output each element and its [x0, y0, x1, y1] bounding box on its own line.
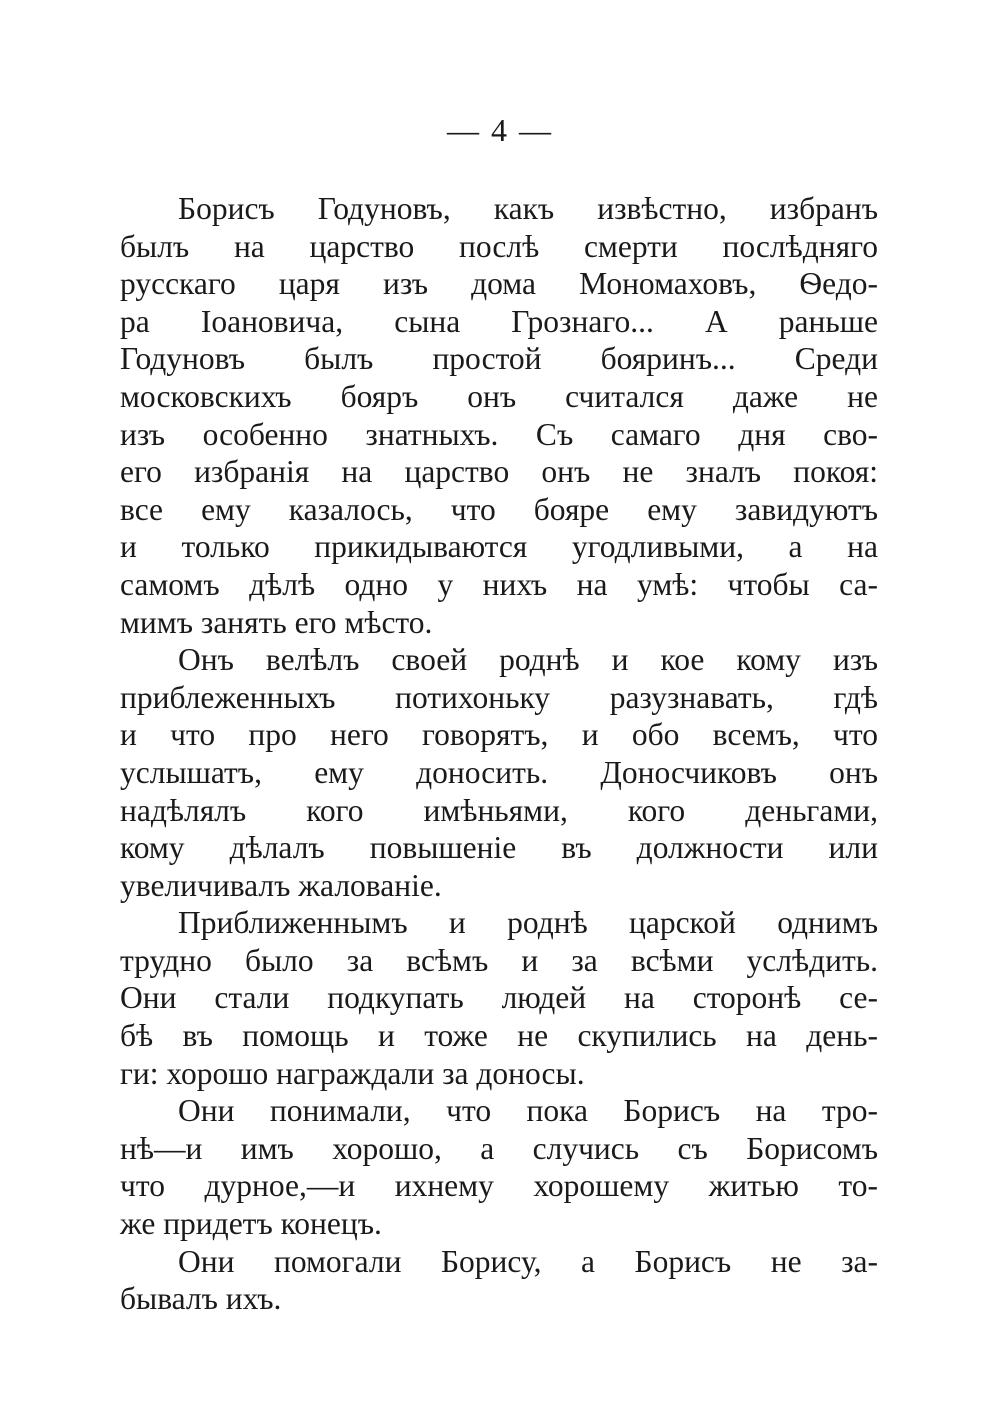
- text-line: приблеженныхъ потихоньку разузнавать, гдѣ: [120, 679, 878, 715]
- text-line: Приближеннымъ и роднѣ царской однимъ: [178, 905, 878, 941]
- text-line: Годуновъ былъ простой бояринъ... Среди: [120, 341, 878, 377]
- text-line: же придетъ конецъ.: [120, 1206, 382, 1242]
- text-line: Они помогали Борису, а Борисъ не за-: [178, 1243, 878, 1279]
- text-line: трудно было за всѣмъ и за всѣми услѣдить.: [120, 942, 878, 978]
- text-line: Онъ велѣлъ своей роднѣ и кое кому изъ: [178, 642, 878, 678]
- text-line: нѣ—и имъ хорошо, а случись съ Борисомъ: [120, 1130, 878, 1166]
- paragraph: [120, 904, 878, 1092]
- text-line: бывалъ ихъ.: [120, 1281, 282, 1317]
- text-line: ра Іоановича, сына Грознаго... А раньше: [120, 303, 878, 339]
- text-line: и только прикидываются угодливыми, а на: [120, 529, 878, 565]
- text-line: Борисъ Годуновъ, какъ извѣстно, избранъ: [178, 191, 878, 226]
- text-line: московскихъ бояръ онъ считался даже не: [120, 378, 878, 414]
- text-line: услышатъ, ему доносить. Доносчиковъ онъ: [120, 754, 878, 790]
- text-line: бѣ въ помощь и тоже не скупились на день-: [120, 1018, 878, 1054]
- page-number: — 4 —: [447, 112, 553, 148]
- text-line: Они стали подкупать людей на сторонѣ се-: [120, 980, 878, 1016]
- paragraph: [120, 641, 878, 904]
- paragraph: [120, 1092, 878, 1242]
- text-line: что дурное,—и ихнему хорошему житью то-: [120, 1168, 878, 1204]
- text-line: надѣлялъ кого имѣньями, кого деньгами,: [120, 792, 878, 828]
- text-line: самомъ дѣлѣ одно у нихъ на умѣ: чтобы са-: [120, 566, 878, 602]
- text-line: кому дѣлалъ повышеніе въ должности или: [120, 830, 878, 866]
- body-text: [120, 190, 878, 1318]
- text-line: его избранія на царство онъ не зналъ покоя:: [120, 454, 878, 490]
- text-line: изъ особенно знатныхъ. Съ самаго дня сво-: [120, 416, 878, 452]
- text-line: ги: хорошо награждали за доносы.: [120, 1055, 585, 1091]
- text-line: Они понимали, что пока Борисъ на тро-: [178, 1093, 878, 1129]
- text-line: русскаго царя изъ дома Мономаховъ, Ѳедо-: [120, 266, 878, 302]
- text-line: былъ на царство послѣ смерти послѣдняго: [120, 228, 878, 264]
- paragraph: [120, 190, 878, 641]
- paragraph: [120, 1243, 878, 1318]
- text-line: все ему казалось, что бояре ему завидуютъ: [120, 491, 878, 527]
- text-line: мимъ занять его мѣсто.: [120, 604, 433, 640]
- text-line: и что про него говорятъ, и обо всемъ, что: [120, 717, 878, 753]
- text-line: увеличивалъ жалованіе.: [120, 867, 442, 903]
